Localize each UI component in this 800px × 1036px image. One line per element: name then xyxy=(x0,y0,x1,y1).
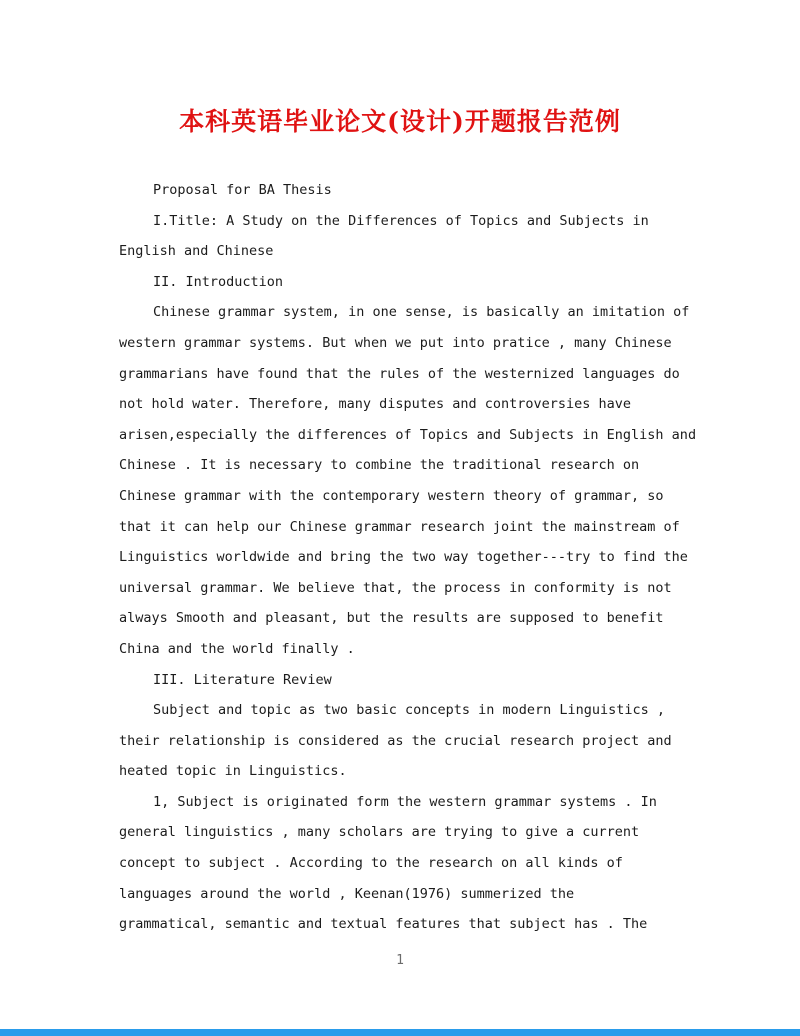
text-line: concept to subject . According to the research on all kinds of xyxy=(119,855,623,872)
text-line: general linguistics , many scholars are trying to give a current xyxy=(119,824,640,841)
text-line: heated topic in Linguistics. xyxy=(119,763,347,780)
text-line: English and Chinese xyxy=(119,243,274,260)
text-line: universal grammar. We believe that, the process in conformity is not xyxy=(119,579,672,596)
text-line: Chinese grammar with the contemporary western theory of grammar, so xyxy=(119,487,664,504)
document-body xyxy=(119,175,779,940)
page-number: 1 xyxy=(396,953,404,968)
text-line: grammarians have found that the rules of the westernized languages do xyxy=(119,365,680,382)
text-line: arisen,especially the differences of Topics and Subjects in English and xyxy=(119,426,697,443)
text-line: Linguistics worldwide and bring the two way together---try to find the xyxy=(119,549,688,566)
text-line: China and the world finally . xyxy=(119,640,355,657)
text-line: grammatical, semantic and textual features that subject has . The xyxy=(119,916,648,933)
text-line: western grammar systems. But when we put into pratice , many Chinese xyxy=(119,334,672,351)
text-line: always Smooth and pleasant, but the results are supposed to benefit xyxy=(119,610,664,627)
text-line: Chinese . It is necessary to combine the traditional research on xyxy=(119,457,640,474)
text-line: 1, Subject is originated form the western grammar systems . In xyxy=(153,793,657,810)
text-line: that it can help our Chinese grammar research joint the mainstream of xyxy=(119,518,680,535)
text-line: Chinese grammar system, in one sense, is basically an imitation of xyxy=(153,304,690,321)
text-line: languages around the world , Keenan(1976) summerized the xyxy=(119,885,575,902)
document-title: 本科英语毕业论文(设计)开题报告范例 xyxy=(179,107,621,136)
text-line: Subject and topic as two basic concepts in modern Linguistics , xyxy=(153,702,666,719)
text-line: not hold water. Therefore, many disputes and controversies have xyxy=(119,396,632,413)
text-line: Proposal for BA Thesis xyxy=(153,182,332,198)
footer-bar xyxy=(0,1029,800,1036)
text-line: II. Introduction xyxy=(153,273,284,290)
text-line: I.Title: A Study on the Differences of Topics and Subjects in xyxy=(153,212,649,229)
text-line: their relationship is considered as the crucial research project and xyxy=(119,732,672,749)
text-line: III. Literature Review xyxy=(153,671,332,688)
